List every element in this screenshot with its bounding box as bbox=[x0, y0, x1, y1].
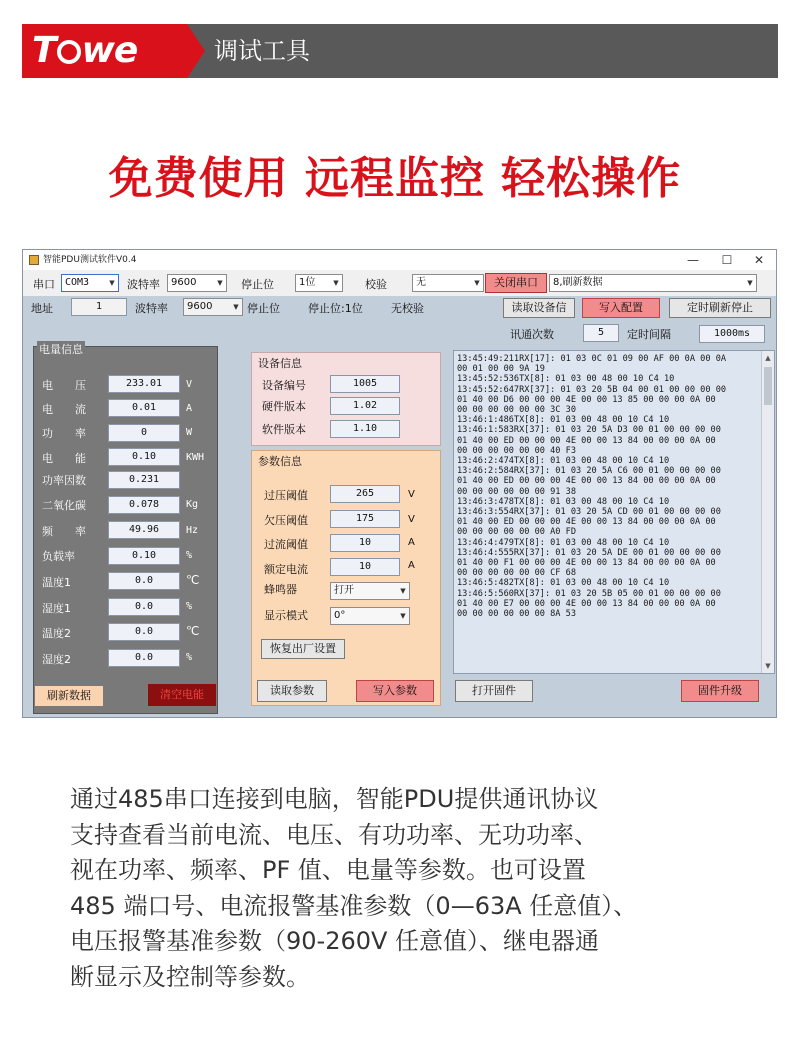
frequency-label: 频 率 bbox=[42, 525, 86, 538]
voltage-label: 电 压 bbox=[42, 379, 86, 392]
chevron-down-icon: ▼ bbox=[400, 587, 406, 595]
factory-reset-button[interactable]: 恢复出厂设置 bbox=[261, 639, 345, 659]
log-line: 00 00 00 00 00 00 40 F3 bbox=[457, 445, 576, 456]
baud-label: 波特率 bbox=[127, 278, 160, 291]
log-line: 13:46:5:482TX[8]: 01 03 00 48 00 10 C4 10 bbox=[457, 578, 670, 589]
co2-label: 二氧化碳 bbox=[42, 499, 86, 512]
header-title: 调试工具 bbox=[214, 37, 310, 65]
log-line: 13:46:5:560RX[37]: 01 03 20 5B 05 00 01 00 00 00 00 bbox=[457, 588, 721, 599]
log-line: 13:45:52:647RX[37]: 01 03 20 5B 04 00 01 00 00 00 00 bbox=[457, 384, 727, 395]
overvoltage-label: 过压阈值 bbox=[264, 489, 308, 502]
energy-field: 0.10 bbox=[108, 448, 180, 466]
refresh-data-button[interactable]: 刷新数据 bbox=[34, 685, 104, 707]
display-mode-label: 显示模式 bbox=[264, 609, 308, 622]
scroll-up-icon[interactable]: ▲ bbox=[765, 354, 771, 362]
rated-current-unit: A bbox=[408, 560, 415, 571]
power-unit: W bbox=[186, 427, 193, 438]
chevron-down-icon: ▼ bbox=[217, 279, 223, 287]
window-title: 智能PDU测试软件V0.4 bbox=[43, 255, 137, 265]
write-params-button[interactable]: 写入参数 bbox=[356, 680, 434, 702]
chevron-down-icon: ▼ bbox=[333, 279, 339, 287]
power-label: 功 率 bbox=[42, 427, 86, 440]
voltage-unit: V bbox=[186, 379, 193, 390]
header-arrow bbox=[187, 24, 205, 78]
log-line: 13:45:52:536TX[8]: 01 03 00 48 00 10 C4 10 bbox=[457, 374, 675, 385]
hardware-version-field: 1.02 bbox=[330, 397, 400, 415]
log-line: 13:46:2:584RX[37]: 01 03 20 5A C6 00 01 00 00 00 00 bbox=[457, 466, 721, 477]
interval-field[interactable]: 1000ms bbox=[699, 325, 765, 343]
title-bar bbox=[23, 250, 776, 270]
overcurrent-label: 过流阈值 bbox=[264, 538, 308, 551]
refresh-select[interactable]: 8,刷新数据 ▼ bbox=[549, 274, 757, 292]
current-label: 电 流 bbox=[42, 403, 86, 416]
address-field[interactable]: 1 bbox=[71, 298, 127, 316]
power-field: 0 bbox=[108, 424, 180, 442]
maximize-button[interactable]: ☐ bbox=[721, 253, 733, 267]
serial-toolbar bbox=[23, 270, 776, 296]
load-rate-field: 0.10 bbox=[108, 547, 180, 565]
close-port-button[interactable]: 关闭串口 bbox=[485, 273, 547, 293]
voltage-field: 233.01 bbox=[108, 375, 180, 393]
log-line: 13:46:1:486TX[8]: 01 03 00 48 00 10 C4 10 bbox=[457, 415, 670, 426]
stop-bits-label: 停止位 bbox=[241, 278, 274, 291]
log-scrollbar[interactable] bbox=[761, 351, 774, 673]
app-icon bbox=[29, 255, 39, 265]
rated-current-field[interactable]: 10 bbox=[330, 558, 400, 576]
stop-bits-label-2: 停止位 bbox=[247, 302, 280, 315]
power-factor-field: 0.231 bbox=[108, 471, 180, 489]
chevron-down-icon: ▼ bbox=[747, 279, 753, 287]
open-firmware-button[interactable]: 打开固件 bbox=[455, 680, 533, 702]
humidity2-label: 湿度2 bbox=[42, 653, 71, 666]
chevron-down-icon: ▼ bbox=[109, 279, 115, 287]
humidity1-label: 湿度1 bbox=[42, 602, 71, 615]
timer-stop-button[interactable]: 定时刷新停止 bbox=[669, 298, 771, 318]
brand-logo: T we bbox=[32, 30, 138, 71]
baud-select-2[interactable]: 9600 ▼ bbox=[183, 298, 243, 316]
scroll-down-icon[interactable]: ▼ bbox=[765, 662, 771, 670]
log-line: 01 40 00 F1 00 00 00 4E 00 00 13 84 00 00 00 0A 00 bbox=[457, 558, 716, 569]
temp1-field: 0.0 bbox=[108, 572, 180, 590]
power-factor-label: 功率因数 bbox=[42, 474, 86, 487]
device-info-title: 设备信息 bbox=[258, 357, 302, 370]
co2-field: 0.078 bbox=[108, 496, 180, 514]
temp1-label: 温度1 bbox=[42, 576, 71, 589]
description-line: 视在功率、频率、PF 值、电量等参数。也可设置 bbox=[70, 856, 586, 885]
humidity1-field: 0.0 bbox=[108, 598, 180, 616]
serial-log[interactable] bbox=[453, 350, 775, 674]
minimize-button[interactable]: — bbox=[687, 253, 699, 267]
description-line: 电压报警基准参数（90-260V 任意值）、继电器通 bbox=[70, 927, 600, 956]
humidity1-unit: % bbox=[186, 601, 193, 612]
temp2-field: 0.0 bbox=[108, 623, 180, 641]
parity-info: 无校验 bbox=[391, 302, 424, 315]
chevron-down-icon: ▼ bbox=[233, 303, 239, 311]
log-line: 00 00 00 00 00 00 91 38 bbox=[457, 486, 576, 497]
humidity2-unit: % bbox=[186, 652, 193, 663]
comm-count-label: 讯通次数 bbox=[510, 328, 554, 341]
buzzer-select[interactable]: 打开 ▼ bbox=[330, 582, 410, 600]
headline: 免费使用 远程监控 轻松操作 bbox=[108, 153, 682, 204]
baud-select[interactable]: 9600 ▼ bbox=[167, 274, 227, 292]
hardware-version-label: 硬件版本 bbox=[262, 400, 306, 413]
chevron-down-icon: ▼ bbox=[400, 612, 406, 620]
log-line: 13:46:4:555RX[37]: 01 03 20 5A DE 00 01 00 00 00 00 bbox=[457, 547, 721, 558]
energy-unit: KWH bbox=[186, 452, 205, 463]
current-unit: A bbox=[186, 403, 193, 414]
read-device-button[interactable]: 读取设备信 bbox=[503, 298, 575, 318]
co2-unit: Kg bbox=[186, 499, 199, 510]
port-label: 串口 bbox=[33, 278, 55, 291]
frequency-field: 49.96 bbox=[108, 521, 180, 539]
temp2-unit: ℃ bbox=[186, 624, 200, 638]
description-line: 支持查看当前电流、电压、有功功率、无功功率、 bbox=[70, 820, 598, 849]
energy-group bbox=[33, 343, 218, 714]
rated-current-label: 额定电流 bbox=[264, 563, 308, 576]
chevron-down-icon: ▼ bbox=[474, 279, 480, 287]
description-line: 通过485串口连接到电脑，智能PDU提供通讯协议 bbox=[70, 785, 599, 813]
overvoltage-field[interactable]: 265 bbox=[330, 485, 400, 503]
current-field: 0.01 bbox=[108, 399, 180, 417]
description bbox=[70, 782, 750, 996]
clear-energy-button[interactable]: 清空电能 bbox=[147, 683, 217, 707]
energy-label: 电 能 bbox=[42, 452, 86, 465]
load-rate-unit: % bbox=[186, 550, 193, 561]
undervoltage-field[interactable]: 175 bbox=[330, 510, 400, 528]
log-line: 13:46:3:554RX[37]: 01 03 20 5A CD 00 01 00 00 00 00 bbox=[457, 507, 721, 518]
params-group bbox=[251, 450, 441, 706]
app-window bbox=[22, 249, 777, 718]
log-line: 01 40 00 ED 00 00 00 4E 00 00 13 84 00 00 00 0A 00 bbox=[457, 476, 716, 487]
log-line: 00 00 00 00 00 00 CF 68 bbox=[457, 568, 576, 579]
log-line: 01 40 00 ED 00 00 00 4E 00 00 13 84 00 00 00 0A 00 bbox=[457, 517, 716, 528]
temp1-unit: ℃ bbox=[186, 573, 200, 587]
overcurrent-unit: A bbox=[408, 537, 415, 548]
params-title: 参数信息 bbox=[258, 455, 302, 468]
log-line: 01 40 00 ED 00 00 00 4E 00 00 13 84 00 00 00 0A 00 bbox=[457, 435, 716, 446]
log-line: 00 00 00 00 00 00 8A 53 bbox=[457, 609, 576, 620]
close-button[interactable]: ✕ bbox=[753, 253, 765, 267]
write-config-button[interactable]: 写入配置 bbox=[582, 298, 660, 318]
buzzer-label: 蜂鸣器 bbox=[264, 583, 297, 596]
log-line: 01 40 00 E7 00 00 00 4E 00 00 13 84 00 00 00 0A 00 bbox=[457, 598, 716, 609]
humidity2-field: 0.0 bbox=[108, 649, 180, 667]
software-version-label: 软件版本 bbox=[262, 423, 306, 436]
overcurrent-field[interactable]: 10 bbox=[330, 534, 400, 552]
log-line: 00 00 00 00 00 00 3C 30 bbox=[457, 405, 576, 416]
undervoltage-label: 欠压阈值 bbox=[264, 514, 308, 527]
undervoltage-unit: V bbox=[408, 514, 415, 525]
log-line: 13:46:3:478TX[8]: 01 03 00 48 00 10 C4 10 bbox=[457, 496, 670, 507]
display-mode-select[interactable]: 0° ▼ bbox=[330, 607, 410, 625]
log-line: 00 01 00 00 9A 19 bbox=[457, 364, 545, 375]
comm-count-field: 5 bbox=[583, 324, 619, 342]
software-version-field: 1.10 bbox=[330, 420, 400, 438]
baud-label-2: 波特率 bbox=[135, 302, 168, 315]
device-info-group bbox=[251, 352, 441, 446]
firmware-upgrade-button[interactable]: 固件升级 bbox=[681, 680, 759, 702]
read-params-button[interactable]: 读取参数 bbox=[257, 680, 327, 702]
stop-bits-select[interactable]: 1位 ▼ bbox=[295, 274, 343, 292]
parity-select[interactable]: 无 ▼ bbox=[412, 274, 484, 292]
log-line: 13:46:1:583RX[37]: 01 03 20 5A D3 00 01 00 00 00 00 bbox=[457, 425, 721, 436]
address-label: 地址 bbox=[31, 302, 53, 315]
port-select[interactable]: COM3 ▼ bbox=[61, 274, 119, 292]
log-line: 13:45:49:211RX[17]: 01 03 0C 01 09 00 AF 00 0A 00 0A bbox=[457, 354, 727, 364]
log-line: 00 00 00 00 00 00 A0 FD bbox=[457, 527, 576, 538]
load-rate-label: 负载率 bbox=[42, 550, 75, 563]
description-line: 485 端口号、电流报警基准参数（0—63A 任意值）、 bbox=[70, 891, 638, 920]
parity-label: 校验 bbox=[365, 278, 387, 291]
device-id-field: 1005 bbox=[330, 375, 400, 393]
overvoltage-unit: V bbox=[408, 489, 415, 500]
device-id-label: 设备编号 bbox=[262, 379, 306, 392]
stop-bits-info: 停止位:1位 bbox=[308, 302, 363, 315]
log-line: 13:46:2:474TX[8]: 01 03 00 48 00 10 C4 10 bbox=[457, 456, 670, 467]
interval-label: 定时间隔 bbox=[627, 328, 671, 341]
temp2-label: 温度2 bbox=[42, 627, 71, 640]
scroll-thumb[interactable] bbox=[764, 367, 772, 405]
description-line: 断显示及控制等参数。 bbox=[70, 962, 310, 991]
energy-group-title: 电量信息 bbox=[39, 343, 83, 356]
log-line: 13:46:4:479TX[8]: 01 03 00 48 00 10 C4 10 bbox=[457, 537, 670, 548]
log-line: 01 40 00 D6 00 00 00 4E 00 00 13 85 00 00 00 0A 00 bbox=[457, 394, 716, 405]
frequency-unit: Hz bbox=[186, 525, 199, 536]
